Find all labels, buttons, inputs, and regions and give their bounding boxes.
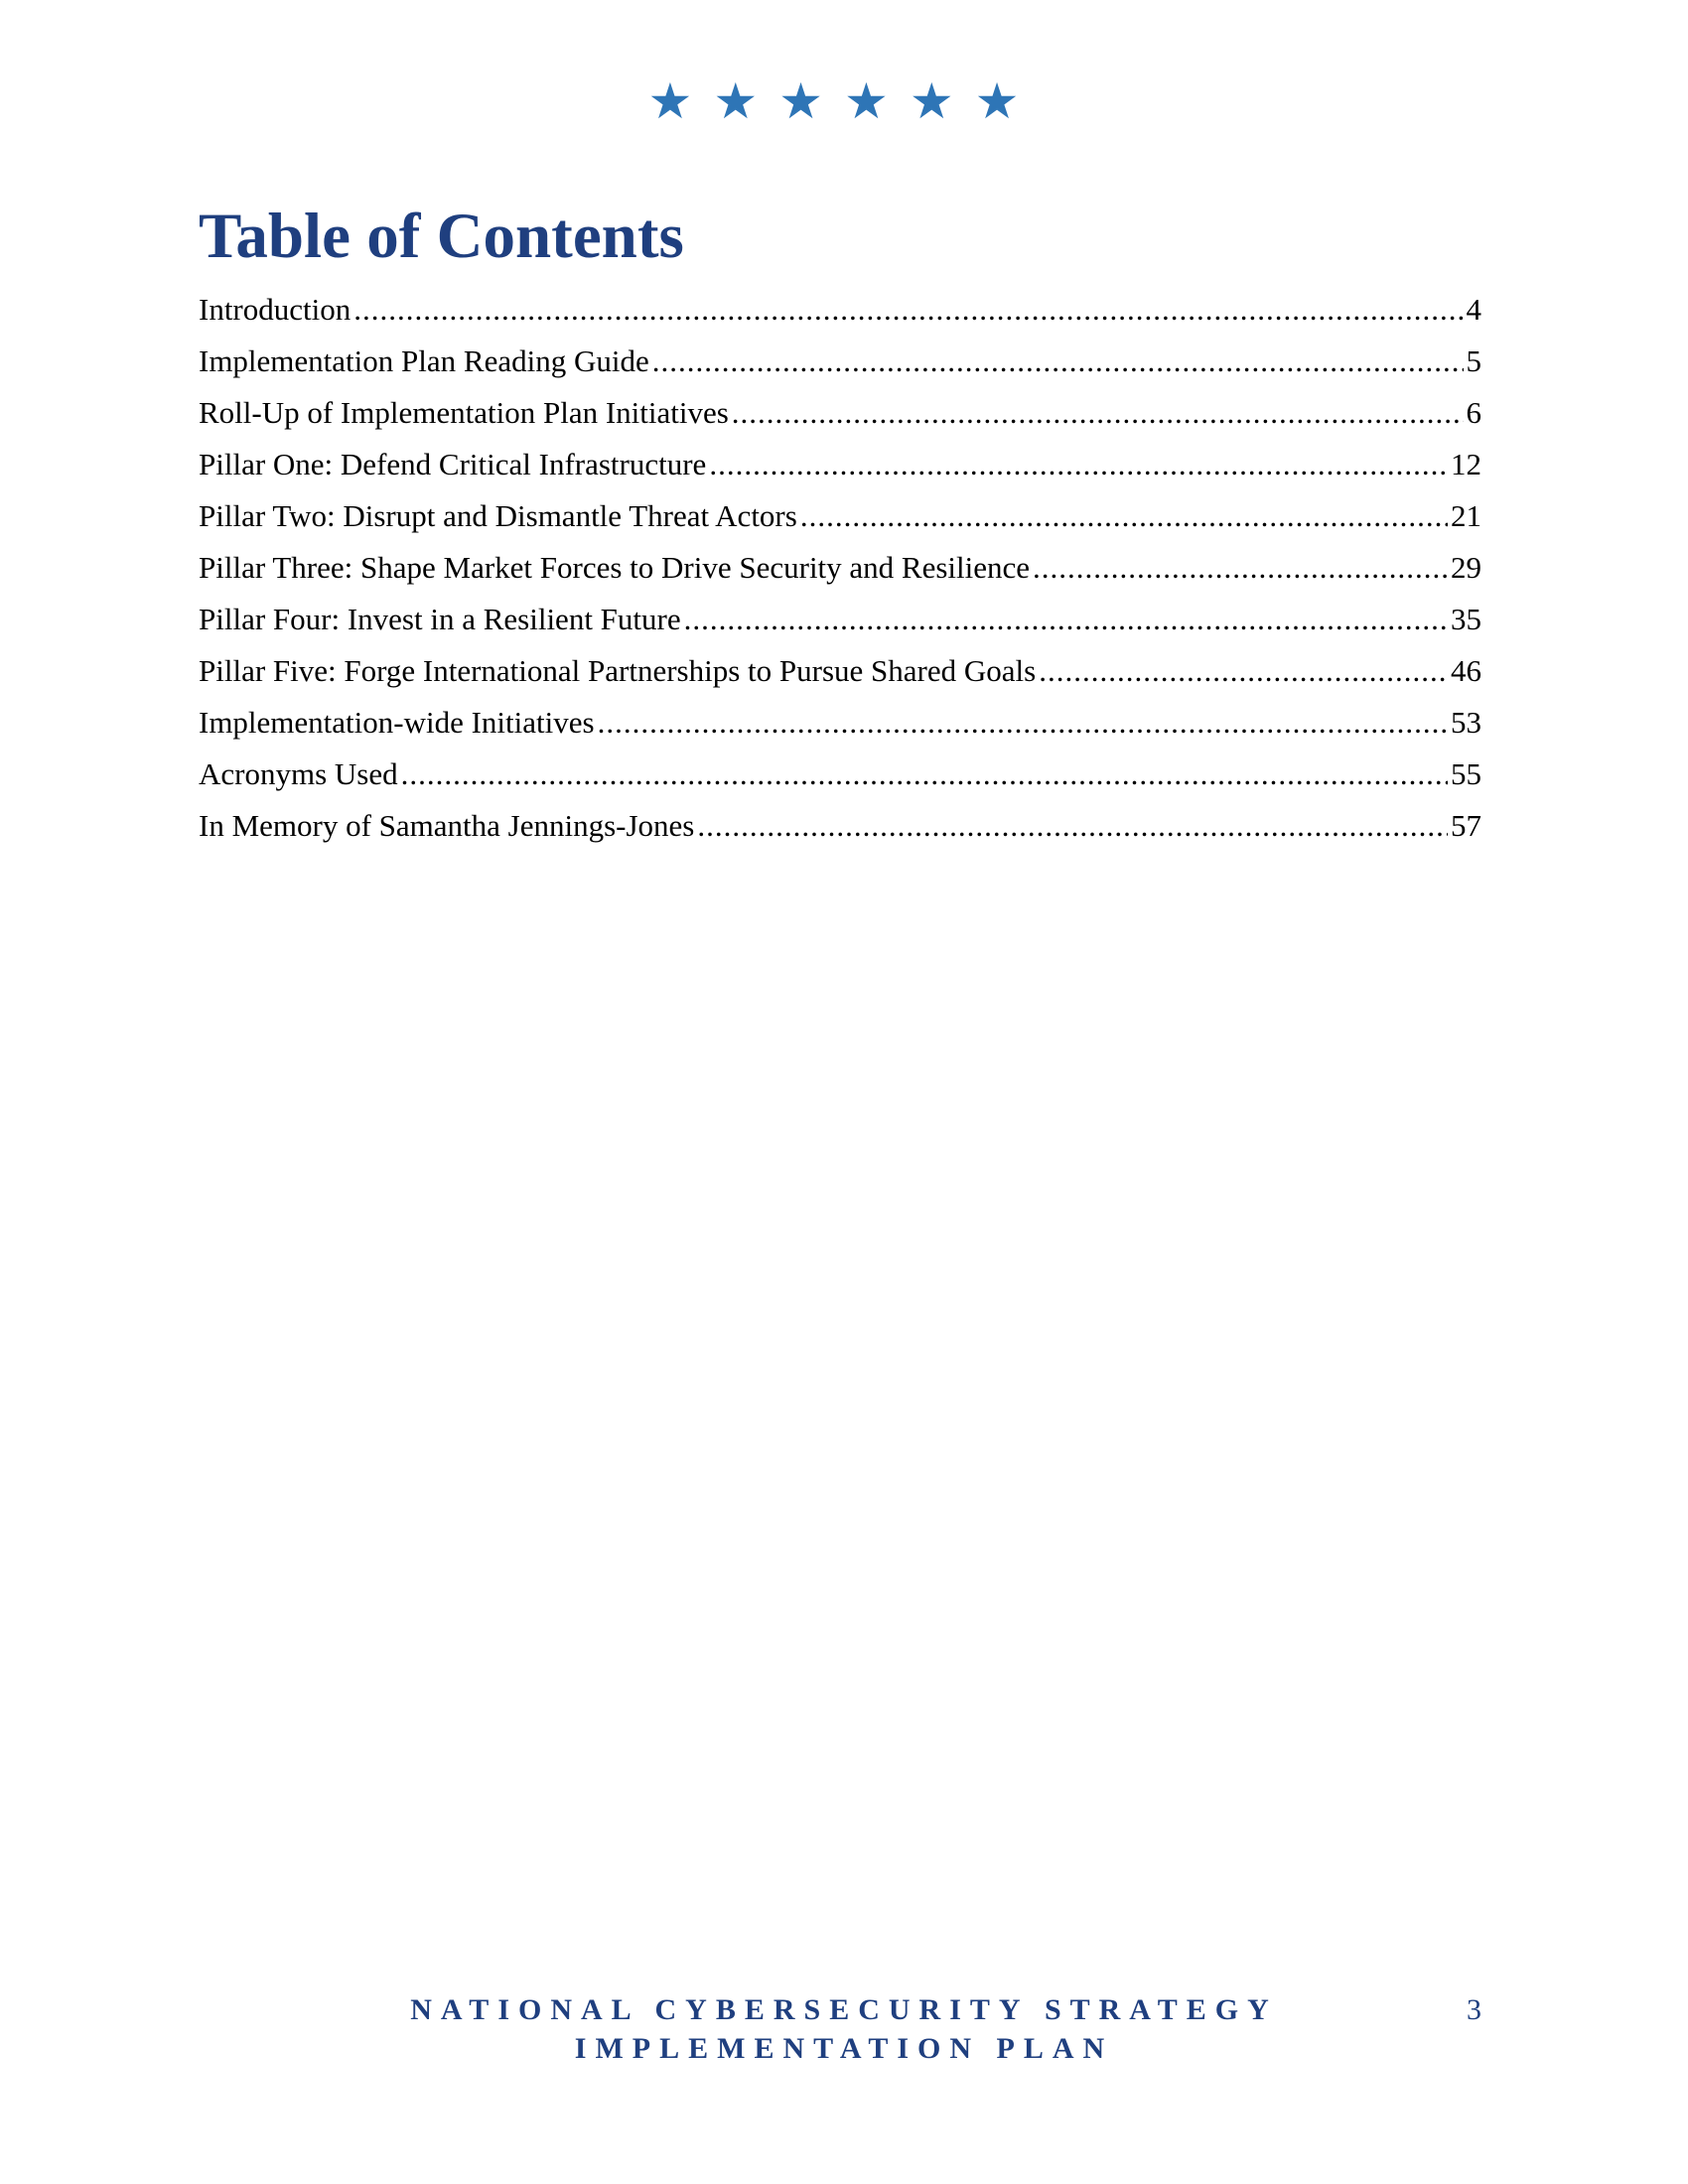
header-stars (0, 71, 1688, 131)
toc-entry-in-memory[interactable] (199, 806, 1481, 858)
toc-entry-implementation-wide[interactable] (199, 703, 1481, 754)
toc-entry-page: 46 (1451, 653, 1481, 688)
toc-entry-page: 55 (1451, 756, 1481, 791)
toc-entry-label: Implementation-wide Initiatives (199, 705, 595, 740)
toc-entry-page: 4 (1466, 292, 1481, 327)
toc-leader-dots (1033, 548, 1448, 588)
toc-entry-reading-guide[interactable] (199, 341, 1481, 393)
table-of-contents (199, 290, 1481, 858)
toc-leader-dots (732, 393, 1464, 433)
star-icon: ★ (778, 72, 844, 130)
toc-entry-label: Acronyms Used (199, 756, 398, 791)
toc-entry-page: 53 (1451, 705, 1481, 740)
toc-entry-label: Pillar One: Defend Critical Infrastructure (199, 447, 707, 481)
footer-title-line-2: IMPLEMENTATION PLAN (574, 2032, 1114, 2065)
toc-entry-pillar-five[interactable] (199, 651, 1481, 703)
star-icon: ★ (909, 72, 975, 130)
star-icon: ★ (647, 72, 714, 130)
toc-leader-dots (697, 806, 1448, 846)
toc-entry-label: In Memory of Samantha Jennings-Jones (199, 808, 695, 843)
toc-entry-pillar-two[interactable] (199, 496, 1481, 548)
toc-leader-dots (401, 754, 1448, 794)
toc-leader-dots (652, 341, 1464, 381)
toc-leader-dots (353, 290, 1463, 330)
toc-entry-pillar-four[interactable] (199, 600, 1481, 651)
toc-entry-label: Introduction (199, 292, 352, 327)
toc-entry-label: Pillar Two: Disrupt and Dismantle Threat Actors (199, 498, 797, 533)
toc-entry-label: Pillar Three: Shape Market Forces to Drive Security and Resilience (199, 550, 1031, 585)
toc-entry-label: Roll-Up of Implementation Plan Initiatives (199, 395, 729, 430)
toc-entry-page: 57 (1451, 808, 1481, 843)
toc-entry-pillar-three[interactable] (199, 548, 1481, 600)
toc-leader-dots (800, 496, 1448, 536)
toc-leader-dots (598, 703, 1448, 743)
toc-entry-page: 35 (1451, 602, 1481, 636)
toc-entry-introduction[interactable] (199, 290, 1481, 341)
toc-entry-page: 29 (1451, 550, 1481, 585)
toc-leader-dots (709, 445, 1448, 484)
toc-entry-page: 21 (1451, 498, 1481, 533)
toc-entry-label: Implementation Plan Reading Guide (199, 343, 649, 378)
toc-leader-dots (684, 600, 1448, 639)
star-icon: ★ (974, 72, 1041, 130)
toc-leader-dots (1039, 651, 1448, 691)
toc-entry-acronyms[interactable] (199, 754, 1481, 806)
toc-entry-label: Pillar Five: Forge International Partnerships to Pursue Shared Goals (199, 653, 1037, 688)
toc-entry-page: 5 (1466, 343, 1481, 378)
toc-entry-page: 6 (1466, 395, 1481, 430)
toc-entry-label: Pillar Four: Invest in a Resilient Future (199, 602, 681, 636)
page-number: 3 (1467, 1993, 1481, 2026)
page-title: Table of Contents (199, 201, 684, 272)
star-icon: ★ (713, 72, 779, 130)
footer-title-line-1: NATIONAL CYBERSECURITY STRATEGY (410, 1993, 1278, 2026)
toc-entry-page: 12 (1451, 447, 1481, 481)
toc-entry-roll-up[interactable] (199, 393, 1481, 445)
star-icon: ★ (844, 72, 910, 130)
toc-entry-pillar-one[interactable] (199, 445, 1481, 496)
